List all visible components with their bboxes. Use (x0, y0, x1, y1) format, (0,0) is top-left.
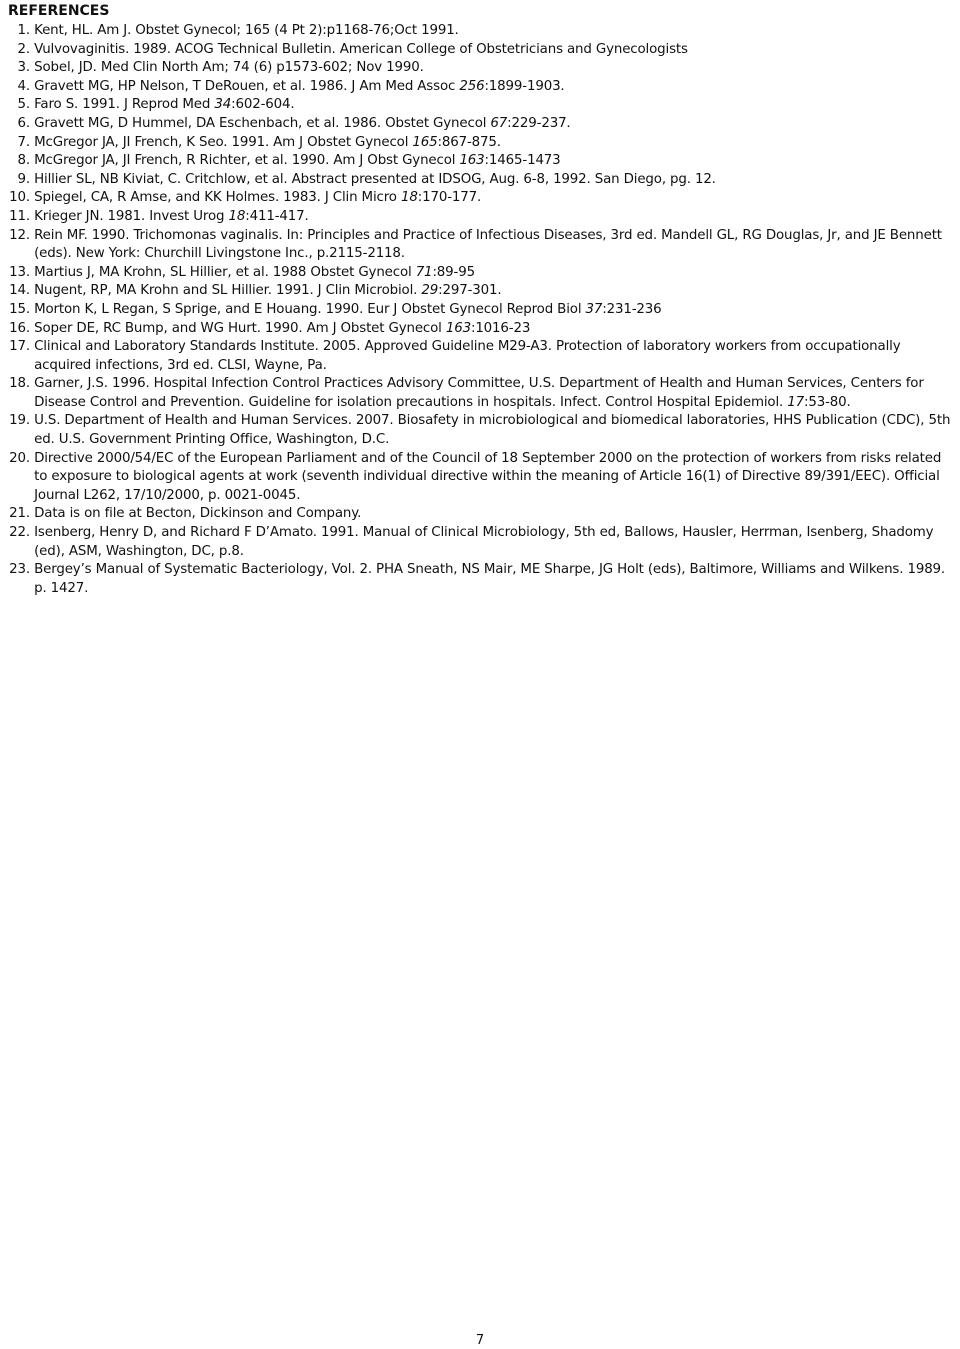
reference-number: 6. (17, 115, 30, 131)
reference-text (34, 41, 954, 60)
reference-item (8, 264, 954, 283)
reference-number: 19. (9, 413, 30, 429)
reference-segment: Faro S. 1991. J Reprod Med (34, 97, 215, 113)
reference-text (34, 505, 954, 524)
reference-volume: 29 (421, 283, 439, 299)
reference-segment: Krieger JN. 1981. Invest Urog (34, 208, 229, 224)
reference-number: 5. (17, 97, 30, 113)
reference-segment: :1899-1903. (484, 78, 565, 94)
reference-text (34, 134, 954, 153)
reference-text (34, 208, 954, 227)
reference-number: 7. (17, 134, 30, 150)
reference-number: 20. (9, 450, 30, 466)
reference-item (8, 227, 954, 264)
reference-item (8, 152, 954, 171)
reference-segment: :297-301. (438, 283, 502, 299)
reference-segment: Vulvovaginitis. 1989. ACOG Technical Bulletin. American College of Obstetricians and Gynecologists (34, 41, 688, 57)
reference-text (34, 450, 954, 506)
reference-text (34, 338, 954, 375)
reference-volume: 165 (412, 134, 438, 150)
reference-item (8, 450, 954, 506)
reference-text (34, 78, 954, 97)
reference-item (8, 171, 954, 190)
reference-text (34, 320, 954, 339)
reference-segment: Data is on file at Becton, Dickinson and Company. (34, 506, 362, 522)
reference-text (34, 152, 954, 171)
reference-text (34, 301, 954, 320)
reference-number: 3. (17, 60, 30, 76)
reference-text (34, 59, 954, 78)
reference-item (8, 134, 954, 153)
reference-item (8, 22, 954, 41)
reference-segment: Clinical and Laboratory Standards Institute. 2005. Approved Guideline M29-A3. Protection of laboratory workers from occupationally acquired infections, 3rd ed. CLSI, Wayne, Pa. (34, 339, 901, 373)
reference-segment: Garner, J.S. 1996. Hospital Infection Control Practices Advisory Committee, U.S. Department of Health and Human Services, Centers for Disease Control and Prevention. Guideline for isolation precautions in hospitals. Infect. Control Hospital Epidemiol. (34, 376, 924, 410)
reference-item (8, 561, 954, 598)
reference-segment: Directive 2000/54/EC of the European Parliament and of the Council of 18 September 2000 on the protection of workers from risks related to exposure to biological agents at work (seventh individual directive within the meaning of Article 16(1) of Directive 89/391/EEC). Official Journal L262, 17/10/2000, p. 0021-0045. (34, 450, 942, 503)
reference-segment: :411-417. (245, 208, 309, 224)
reference-number: 12. (9, 227, 30, 243)
reference-segment: Gravett MG, D Hummel, DA Eschenbach, et al. 1986. Obstet Gynecol (34, 115, 491, 131)
reference-number: 2. (17, 41, 30, 57)
reference-number: 4. (17, 78, 30, 94)
reference-segment: :170-177. (417, 190, 482, 206)
reference-segment: U.S. Department of Health and Human Services. 2007. Biosafety in microbiological and biomedical laboratories, HHS Publication (CDC), 5th ed. U.S. Government Printing Office, Washington, D.C. (34, 413, 951, 448)
reference-item (8, 505, 954, 524)
reference-volume: 34 (214, 97, 232, 113)
reference-volume: 163 (445, 320, 471, 336)
reference-text (34, 171, 954, 190)
reference-item (8, 115, 954, 134)
reference-number: 13. (9, 264, 30, 280)
reference-number: 17. (9, 339, 30, 355)
reference-segment: Hillier SL, NB Kiviat, C. Critchlow, et al. Abstract presented at IDSOG, Aug. 6-8, 1992. San Diego, pg. 12. (34, 171, 716, 187)
reference-segment: :1465-1473 (484, 153, 561, 169)
reference-segment: Bergey’s Manual of Systematic Bacteriology, Vol. 2. PHA Sneath, NS Mair, ME Sharpe, JG Holt (eds), Baltimore, Williams and Wilkens. 1989. p. 1427. (34, 562, 946, 596)
reference-volume: 256 (459, 78, 485, 94)
reference-volume: 71 (415, 264, 433, 280)
reference-item (8, 59, 954, 78)
reference-text (34, 189, 954, 208)
reference-segment: McGregor JA, JI French, R Richter, et al. 1990. Am J Obst Gynecol (34, 153, 460, 169)
reference-number: 10. (9, 190, 30, 206)
reference-number: 11. (9, 208, 30, 224)
reference-number: 23. (9, 562, 30, 578)
reference-item (8, 41, 954, 60)
reference-text (34, 282, 954, 301)
reference-number: 8. (17, 153, 30, 169)
reference-segment: :602-604. (231, 97, 295, 113)
reference-text (34, 96, 954, 115)
reference-number: 15. (9, 301, 30, 317)
reference-segment: Rein MF. 1990. Trichomonas vaginalis. In: Principles and Practice of Infectious Diseases, 3rd ed. Mandell GL, RG Douglas, Jr, and JE Bennett (eds). New York: Churchill Livingstone Inc., p.2115-2118. (34, 227, 942, 262)
reference-number: 18. (9, 376, 30, 392)
reference-text (34, 412, 954, 449)
reference-item (8, 375, 954, 412)
reference-text (34, 264, 954, 283)
reference-text (34, 561, 954, 598)
references-section (8, 2, 954, 598)
reference-item (8, 338, 954, 375)
reference-segment: :229-237. (507, 115, 571, 131)
reference-segment: :1016-23 (470, 320, 531, 336)
reference-segment: :231-236 (602, 301, 662, 317)
reference-item (8, 301, 954, 320)
reference-item (8, 208, 954, 227)
reference-item (8, 96, 954, 115)
reference-segment: Nugent, RP, MA Krohn and SL Hillier. 1991. J Clin Microbiol. (34, 283, 422, 299)
reference-item (8, 320, 954, 339)
reference-number: 1. (17, 23, 30, 38)
reference-segment: Spiegel, CA, R Amse, and KK Holmes. 1983. J Clin Micro (34, 190, 401, 206)
reference-volume: 18 (228, 208, 246, 224)
reference-text (34, 22, 954, 41)
reference-segment: :89-95 (432, 264, 475, 280)
reference-item (8, 524, 954, 561)
reference-segment: Kent, HL. Am J. Obstet Gynecol; 165 (4 Pt 2):p1168-76;Oct 1991. (34, 23, 459, 38)
reference-segment: Soper DE, RC Bump, and WG Hurt. 1990. Am J Obstet Gynecol (34, 320, 446, 336)
references-list (8, 22, 954, 598)
reference-volume: 18 (400, 190, 418, 206)
page-number: 7 (475, 1333, 485, 1348)
reference-number: 14. (9, 283, 30, 299)
reference-volume: 37 (585, 301, 603, 317)
reference-segment: Gravett MG, HP Nelson, T DeRouen, et al. 1986. J Am Med Assoc (34, 78, 460, 94)
reference-number: 21. (9, 506, 30, 522)
reference-number: 22. (9, 525, 30, 541)
reference-segment: Martius J, MA Krohn, SL Hillier, et al. 1988 Obstet Gynecol (34, 264, 416, 280)
reference-item (8, 78, 954, 97)
reference-segment: :53-80. (804, 394, 851, 410)
reference-text (34, 524, 954, 561)
reference-item (8, 189, 954, 208)
reference-segment: :867-875. (437, 134, 501, 150)
reference-text (34, 227, 954, 264)
reference-text (34, 115, 954, 134)
reference-volume: 17 (787, 394, 804, 410)
reference-segment: Isenberg, Henry D, and Richard F D’Amato. 1991. Manual of Clinical Microbiology, 5th ed, Ballows, Hausler, Herrman, Isenberg, Shadomy (ed), ASM, Washington, DC, p.8. (34, 525, 934, 559)
references-heading: REFERENCES (8, 3, 110, 19)
reference-volume: 67 (490, 115, 508, 131)
reference-text (34, 375, 954, 412)
reference-number: 9. (17, 171, 30, 187)
reference-segment: Sobel, JD. Med Clin North Am; 74 (6) p1573-602; Nov 1990. (34, 60, 424, 76)
reference-segment: McGregor JA, JI French, K Seo. 1991. Am J Obstet Gynecol (34, 134, 413, 150)
reference-volume: 163 (459, 153, 485, 169)
reference-segment: Morton K, L Regan, S Sprige, and E Houang. 1990. Eur J Obstet Gynecol Reprod Biol (34, 301, 586, 317)
reference-item (8, 282, 954, 301)
reference-number: 16. (9, 320, 30, 336)
reference-item (8, 412, 954, 449)
